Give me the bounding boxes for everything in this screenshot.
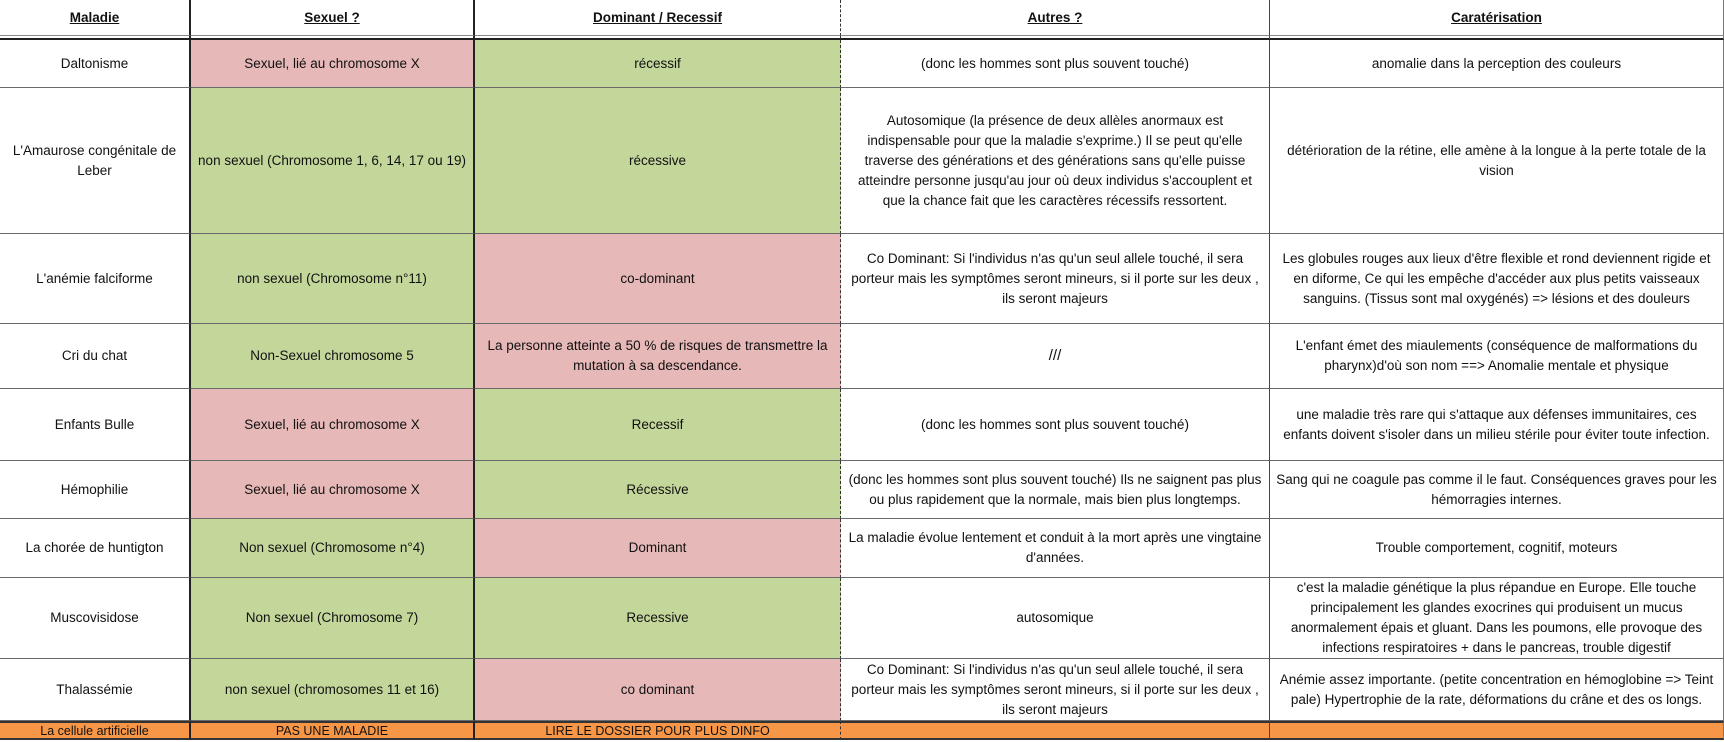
cell-sexuel[interactable]: Non sexuel (Chromosome n°4) [191, 519, 475, 578]
cell-autres[interactable]: Co Dominant: Si l'individus n'as qu'un seul allele touché, il sera porteur mais les symptômes seront mineurs, si il porte sur les deux , ils seront majeurs [841, 234, 1270, 324]
cell-maladie[interactable]: Cri du chat [0, 324, 191, 389]
cell-caracterisation[interactable]: Anémie assez importante. (petite concentration en hémoglobine => Teint pale) Hypertrophie de la rate, déformations du crâne et des os longs. [1270, 659, 1724, 721]
cell-caracterisation[interactable]: Sang qui ne coagule pas comme il le faut. Conséquences graves pour les hémorragies internes. [1270, 461, 1724, 519]
cell-sexuel[interactable]: Sexuel, lié au chromosome X [191, 389, 475, 461]
cell-caracterisation[interactable]: Trouble comportement, cognitif, moteurs [1270, 519, 1724, 578]
cell-maladie[interactable]: La chorée de huntigton [0, 519, 191, 578]
cell-maladie[interactable]: La cellule artificielle [0, 721, 191, 740]
cell-maladie[interactable]: Muscovisidose [0, 578, 191, 659]
cell-autres[interactable]: (donc les hommes sont plus souvent touché) [841, 389, 1270, 461]
cell-caracterisation[interactable]: c'est la maladie génétique la plus répandue en Europe. Elle touche principalement les glandes exocrines qui produisent un mucus anormalement épais et gluant. Dans les poumons, elle provoque des infections respiratoires + dans le pancreas, trouble digestif [1270, 578, 1724, 659]
cell-sexuel[interactable]: non sexuel (Chromosome 1, 6, 14, 17 ou 19) [191, 88, 475, 234]
cell-sexuel[interactable]: Sexuel, lié au chromosome X [191, 461, 475, 519]
cell-sexuel[interactable]: non sexuel (Chromosome n°11) [191, 234, 475, 324]
cell-maladie[interactable]: L'anémie falciforme [0, 234, 191, 324]
cell-autres[interactable]: La maladie évolue lentement et conduit à la mort après une vingtaine d'années. [841, 519, 1270, 578]
cell-dominant[interactable]: récessif [475, 40, 841, 88]
cell-dominant[interactable]: Dominant [475, 519, 841, 578]
cell-autres[interactable] [841, 721, 1270, 740]
cell-autres[interactable]: (donc les hommes sont plus souvent touché) [841, 40, 1270, 88]
cell-caracterisation[interactable]: anomalie dans la perception des couleurs [1270, 40, 1724, 88]
header-sexuel[interactable]: Sexuel ? [191, 0, 475, 36]
cell-autres[interactable]: autosomique [841, 578, 1270, 659]
cell-autres[interactable]: Co Dominant: Si l'individus n'as qu'un seul allele touché, il sera porteur mais les symptômes seront mineurs, si il porte sur les deux , ils seront majeurs [841, 659, 1270, 721]
cell-dominant[interactable]: Recessif [475, 389, 841, 461]
cell-dominant[interactable]: LIRE LE DOSSIER POUR PLUS DINFO [475, 721, 841, 740]
cell-maladie[interactable]: Hémophilie [0, 461, 191, 519]
cell-caracterisation[interactable]: détérioration de la rétine, elle amène à la longue à la perte totale de la vision [1270, 88, 1724, 234]
cell-caracterisation[interactable]: une maladie très rare qui s'attaque aux défenses immunitaires, ces enfants doivent s'isoler dans un milieu stérile pour éviter toute infection. [1270, 389, 1724, 461]
cell-dominant[interactable]: La personne atteinte a 50 % de risques de transmettre la mutation à sa descendance. [475, 324, 841, 389]
cell-maladie[interactable]: Daltonisme [0, 40, 191, 88]
cell-dominant[interactable]: co dominant [475, 659, 841, 721]
cell-dominant[interactable]: co-dominant [475, 234, 841, 324]
cell-dominant[interactable]: Recessive [475, 578, 841, 659]
cell-autres[interactable]: Autosomique (la présence de deux allèles anormaux est indispensable pour que la maladie s'exprime.) Il se peut qu'elle traverse des générations et des générations sans qu'elle puisse atteindre personne jusqu'au jour où deux individus s'accouplent et que la chance fait que les caractères récessifs ressortent. [841, 88, 1270, 234]
cell-caracterisation[interactable]: L'enfant émet des miaulements (conséquence de malformations du pharynx)d'où son nom ==> Anomalie mentale et physique [1270, 324, 1724, 389]
cell-sexuel[interactable]: PAS UNE MALADIE [191, 721, 475, 740]
cell-maladie[interactable]: L'Amaurose congénitale de Leber [0, 88, 191, 234]
cell-sexuel[interactable]: Non-Sexuel chromosome 5 [191, 324, 475, 389]
cell-maladie[interactable]: Enfants Bulle [0, 389, 191, 461]
cell-caracterisation[interactable] [1270, 721, 1724, 740]
header-maladie[interactable]: Maladie [0, 0, 191, 36]
cell-sexuel[interactable]: non sexuel (chromosomes 11 et 16) [191, 659, 475, 721]
cell-sexuel[interactable]: Sexuel, lié au chromosome X [191, 40, 475, 88]
cell-sexuel[interactable]: Non sexuel (Chromosome 7) [191, 578, 475, 659]
cell-caracterisation[interactable]: Les globules rouges aux lieux d'être flexible et rond deviennent rigide et en diforme, Ce qui les empêche d'accéder aux plus petits vaisseaux sanguins. (Tissus sont mal oxygénés) => lésions et des douleurs [1270, 234, 1724, 324]
cell-autres[interactable]: (donc les hommes sont plus souvent touché) Ils ne saignent pas plus ou plus rapidement que la normale, mais bien plus longtemps. [841, 461, 1270, 519]
cell-maladie[interactable]: Thalassémie [0, 659, 191, 721]
header-autres[interactable]: Autres ? [841, 0, 1270, 36]
cell-dominant[interactable]: Récessive [475, 461, 841, 519]
header-dominant-recessif[interactable]: Dominant / Recessif [475, 0, 841, 36]
cell-dominant[interactable]: récessive [475, 88, 841, 234]
header-caracterisation[interactable]: Caratérisation [1270, 0, 1724, 36]
cell-autres[interactable]: /// [841, 324, 1270, 389]
